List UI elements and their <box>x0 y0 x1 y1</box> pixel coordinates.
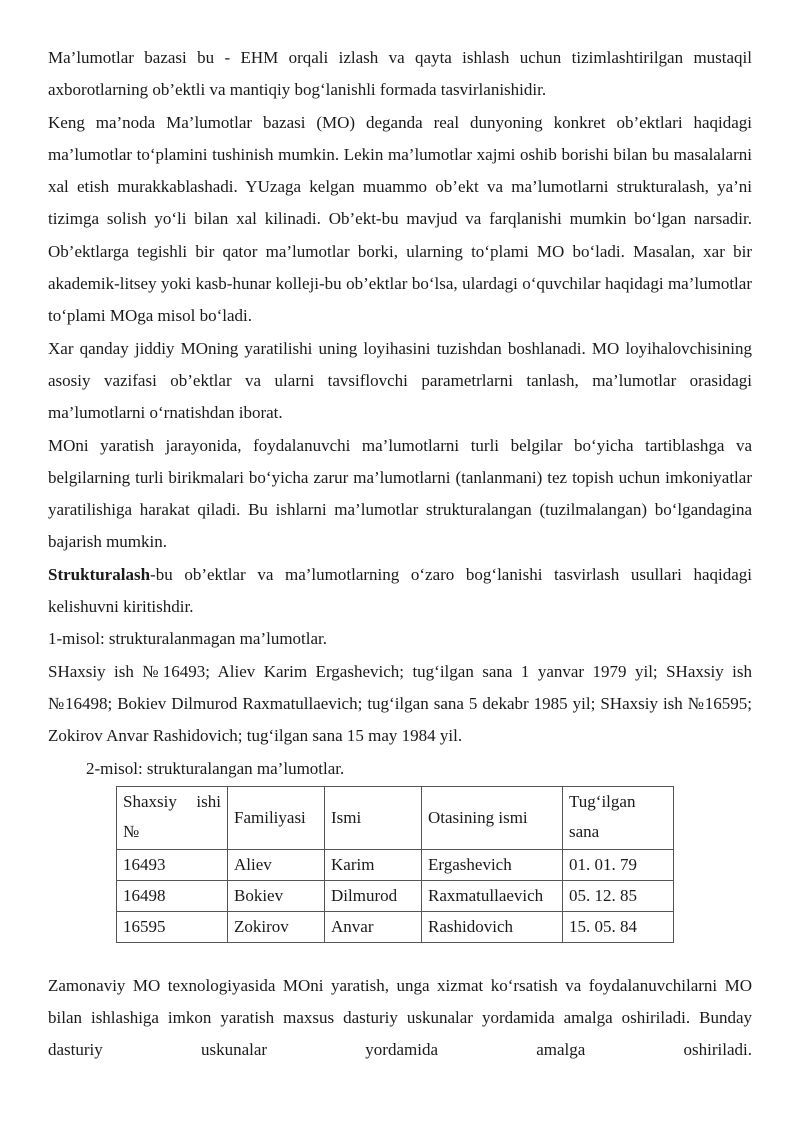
paragraph-broad-meaning: Keng ma’noda Ma’lumotlar bazasi (MO) deganda real dunyoning konkret ob’ektlari haqidagi ma’lumotlar to‘plamini tushinish mumkin. Lekin ma’lumotlar xajmi oshib borishi bilan bu masalalarni xal etish murakkablashadi. YUzaga kelgan muammo ob’ekt va ma’lumotlarni strukturalash, ya’ni tizimga solish yo‘li bilan xal kilinadi. Ob’ekt-bu mavjud va farqlanishi mumkin bo‘lgan narsadir. Ob’ektlarga tegishli bir qator ma’lumotlar borki, ularning to‘plami MO bo‘ladi. Masalan, xar bir akademik-litsey yoki kasb-hunar kolleji-bu ob’ektlar bo‘lsa, ulardagi o‘quvchilar haqidagi ma’lumotlar to‘plami MOga misol bo‘ladi. <box>48 112 752 326</box>
header-birth-date-line1: Tug‘ilgan <box>569 791 636 811</box>
header-case-number-line2: № <box>123 821 140 841</box>
header-surname: Familiyasi <box>228 786 325 849</box>
header-case-number-line1: Shaxsiy ishi <box>123 791 221 811</box>
cell-surname: Bokiev <box>228 880 325 911</box>
cell-birth-date: 15. 05. 84 <box>563 911 674 942</box>
table-row <box>117 849 674 880</box>
term-structuring: Strukturalash <box>48 564 151 584</box>
example-1-heading: 1-misol: strukturalanmagan ma’lumotlar. <box>48 629 328 649</box>
paragraph-creation-process: MOni yaratish jarayonida, foydalanuvchi ma’lumotlarni turli belgilar bo‘yicha tartiblashga va belgilarning turli birikmalari bo‘yicha zarur ma’lumotlarni (tanlanmani) tez topish uchun imkoniyatlar yaratilishiga harakat qiladi. Bu ishlarni ma’lumotlar strukturalangan (tuzilmalangan) bo‘lgandagina bajarish mumkin. <box>48 435 752 552</box>
cell-name: Dilmurod <box>325 880 422 911</box>
cell-case-number: 16595 <box>117 911 228 942</box>
cell-surname: Aliev <box>228 849 325 880</box>
structured-data-table <box>116 786 674 943</box>
paragraph-structuring <box>48 559 752 624</box>
example-1-text: SHaxsiy ish №16493; Aliev Karim Ergashevich; tug‘ilgan sana 1 yanvar 1979 yil; SHaxsiy ish №16498; Bokiev Dilmurod Raxmatullaevich; tug‘ilgan sana 5 dekabr 1985 yil; SHaxsiy ish №16595; Zokirov Anvar Rashidovich; tug‘ilgan sana 15 may 1984 yil. <box>48 661 752 746</box>
header-birth-date <box>563 786 674 849</box>
paragraph-design: Xar qanday jiddiy MOning yaratilishi uning loyihasini tuzishdan boshlanadi. MO loyihalovchisining asosiy vazifasi ob’ektlar va ularni tavsiflovchi parametrlarni tanlash, ma’lumotlar orasidagi ma’lumotlarni o‘rnatishdan iborat. <box>48 338 752 423</box>
table-row <box>117 911 674 942</box>
header-case-number <box>117 786 228 849</box>
table-header-row <box>117 786 674 849</box>
header-name: Ismi <box>325 786 422 849</box>
paragraph-definition: Ma’lumotlar bazasi bu - EHM orqali izlash va qayta ishlash uchun tizimlashtirilgan mustaqil axborotlarning ob’ektli va mantiqiy bog‘lanishli formada tasvirlanishidir. <box>48 48 752 100</box>
paragraph-modern-technology: Zamonaviy MO texnologiyasida MOni yaratish, unga xizmat ko‘rsatish va foydalanuvchilarni MO bilan ishlashiga imkon yaratish maxsus dasturiy uskunalar yordamida amalga oshiriladi. Bunday dasturiy uskunalar yordamida amalga oshiriladi. <box>48 975 752 1060</box>
cell-birth-date: 05. 12. 85 <box>563 880 674 911</box>
cell-patronymic: Rashidovich <box>422 911 563 942</box>
table-row <box>117 880 674 911</box>
cell-name: Anvar <box>325 911 422 942</box>
cell-patronymic: Ergashevich <box>422 849 563 880</box>
header-birth-date-line2: sana <box>569 821 600 841</box>
cell-case-number: 16493 <box>117 849 228 880</box>
cell-patronymic: Raxmatullaevich <box>422 880 563 911</box>
cell-surname: Zokirov <box>228 911 325 942</box>
cell-name: Karim <box>325 849 422 880</box>
document-page <box>48 42 752 1067</box>
header-patronymic: Otasining ismi <box>422 786 563 849</box>
example-2-heading: 2-misol: strukturalangan ma’lumotlar. <box>86 758 345 778</box>
cell-birth-date: 01. 01. 79 <box>563 849 674 880</box>
cell-case-number: 16498 <box>117 880 228 911</box>
structuring-definition: -bu ob’ektlar va ma’lumotlarning o‘zaro bog‘lanishi tasvirlash usullari haqidagi kelishuvni kiritishdir. <box>48 564 752 617</box>
